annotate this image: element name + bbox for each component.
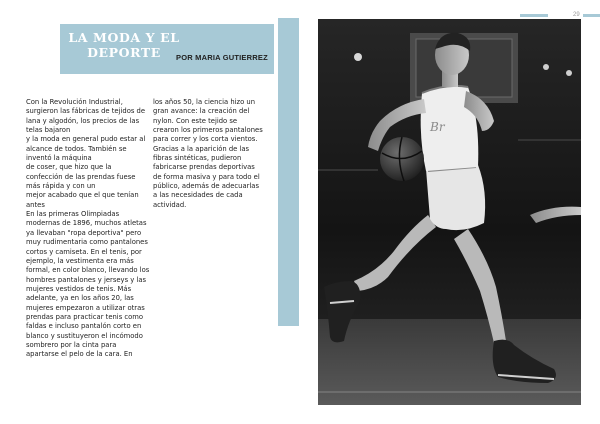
page-number: 29	[573, 12, 580, 18]
top-accent-rule	[583, 14, 600, 17]
article-column-right: los años 50, la ciencia hizo un gran avance: la creación del nylon. Con este tejido se crearon los primeros pantalones para correr y los corta vientos. Gracias a la aparición de las fibras sintéticas, pudieron fabricarse prendas deportivas de forma masiva y para todo el público, además de adecuarlas a las necesidades de cada actividad.	[153, 98, 263, 209]
article-column-left: Con la Revolución Industrial, surgieron las fábricas de tejidos de lana y algodón, los precios de las telas bajaron y la moda en general pudo estar al alcance de todos. También se inventó la máquina de coser, que hizo que la confección de las prendas fuese más rápida y con un mejor acabado que el que tenían antes En las primeras Olimpiadas modernas de 1896, muchos atletas ya llevaban "ropa deportiva" pero muy rudimentaria como pantalones cortos y camiseta. En el tenis, por ejemplo, la vestimenta era más formal, en color blanco, llevando los hombres pantalones y jerseys y las mujeres vestidos de tenis. Más adelante, ya en los años 20, las mujeres empezaron a utilizar otras prendas para practicar tenis como faldas e incluso pantalón corto en blanco y sustituyeron el incómodo sombrero por la cinta para apartarse el pelo de la cara. En	[26, 98, 150, 359]
article-title: LA MODA Y EL DEPORTE	[68, 30, 180, 60]
decorative-sidebar	[278, 18, 299, 326]
article-author: POR MARIA GUTIERREZ	[176, 53, 268, 62]
basketball-player-photo	[318, 19, 581, 405]
top-accent-rule	[520, 14, 548, 17]
svg-text:Br: Br	[430, 120, 445, 134]
